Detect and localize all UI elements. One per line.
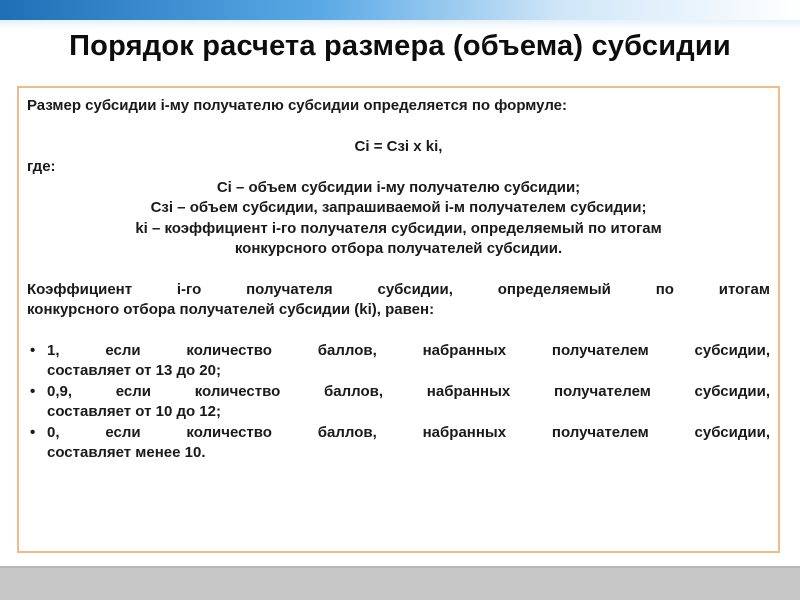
definition-ci: Ci – объем субсидии i-му получателю субсидии; bbox=[216, 178, 581, 196]
intro-text: Размер субсидии i-му получателю субсидии определяется по формуле: bbox=[27, 97, 567, 114]
spacer bbox=[27, 321, 770, 341]
condition-text-continued: составляет от 13 до 20; bbox=[47, 362, 221, 379]
condition-text-continued: составляет от 10 до 12; bbox=[47, 403, 221, 420]
where-label: где: bbox=[27, 158, 56, 175]
coefficient-paragraph-line-1: Коэффициент i-го получателя субсидии, определяемый по итогам bbox=[27, 280, 770, 298]
bullet-icon: • bbox=[30, 341, 36, 359]
list-item bbox=[27, 341, 770, 382]
definition-czi: Сзi – объем субсидии, запрашиваемой i-м получателем субсидии; bbox=[150, 199, 647, 216]
spacer bbox=[27, 260, 770, 280]
footer-band bbox=[0, 568, 800, 600]
condition-text-continued: составляет менее 10. bbox=[47, 444, 206, 461]
condition-text: 1, если количество баллов, набранных получателем субсидии, bbox=[47, 341, 770, 359]
condition-text: 0, если количество баллов, набранных получателем субсидии, bbox=[47, 423, 770, 441]
definition-ki: ki – коэффициент i-го получателя субсидии, определяемый по итогам bbox=[135, 219, 662, 237]
coefficient-paragraph-line-2: конкурсного отбора получателей субсидии (ki), равен: bbox=[27, 301, 435, 318]
bullet-icon: • bbox=[30, 382, 36, 400]
bullet-icon: • bbox=[30, 423, 36, 441]
spacer bbox=[27, 117, 770, 137]
condition-text: 0,9, если количество баллов, набранных получателем субсидии, bbox=[47, 382, 770, 400]
content-box bbox=[17, 86, 780, 553]
list-item bbox=[27, 382, 770, 423]
header-gradient-fade bbox=[0, 20, 800, 30]
conditions-list bbox=[27, 341, 770, 464]
header-gradient-band bbox=[0, 0, 800, 20]
slide-title: Порядок расчета размера (объема) субсидии bbox=[69, 30, 731, 62]
formula: Ci = Сзi х ki, bbox=[354, 137, 443, 155]
list-item bbox=[27, 423, 770, 464]
definition-ki-continued: конкурсного отбора получателей субсидии. bbox=[234, 240, 563, 257]
